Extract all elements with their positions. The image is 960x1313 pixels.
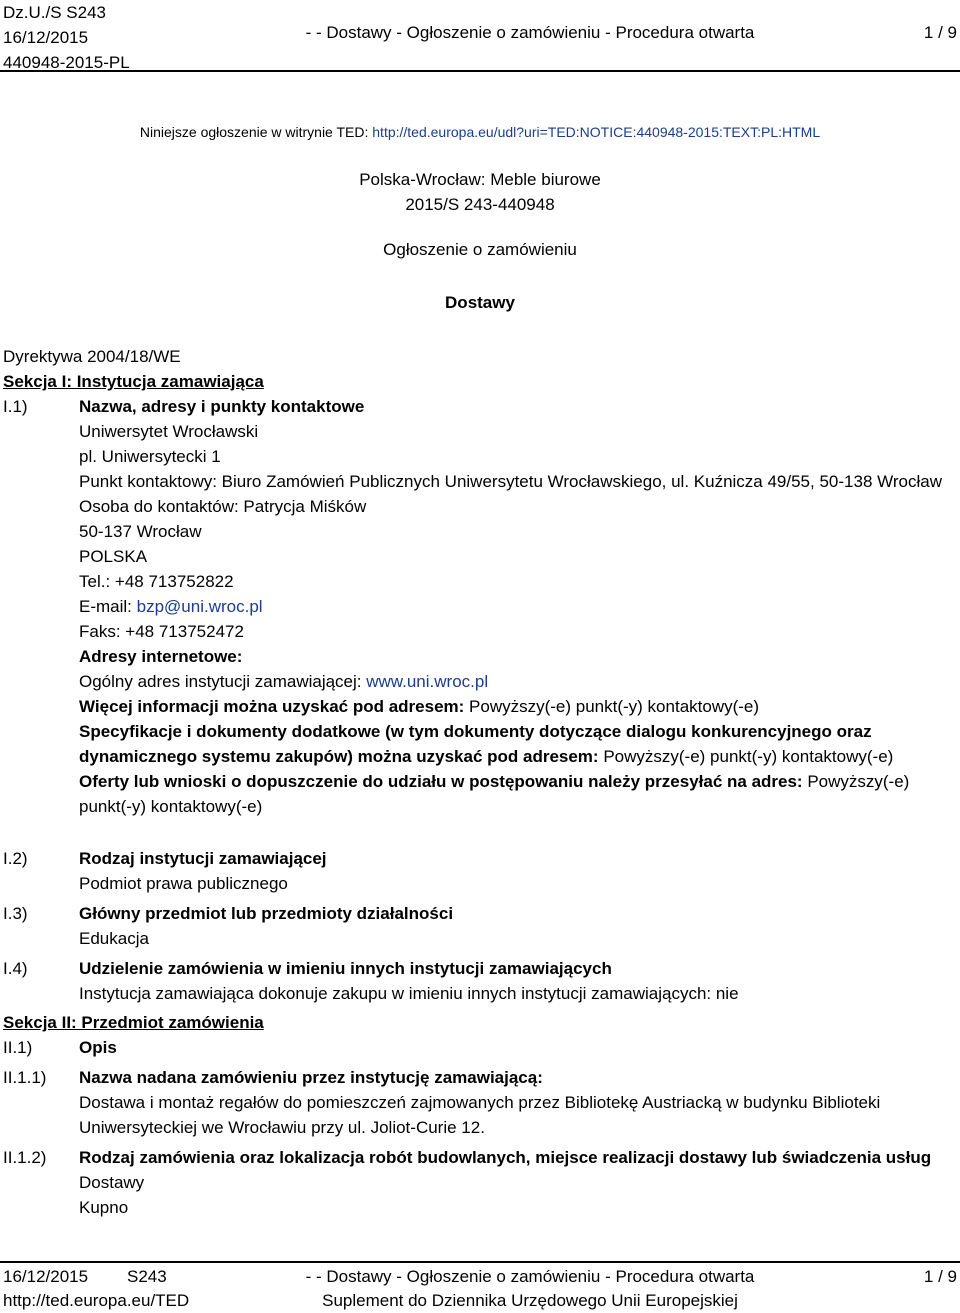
offers-label: Oferty lub wnioski o dopuszczenie do udziału w postępowaniu należy przesyłać na adres:: [79, 772, 808, 791]
footer-title: - - Dostawy - Ogłoszenie o zamówieniu - Procedura otwarta: [305, 1267, 755, 1286]
section-2-1-title: Opis: [79, 1038, 117, 1057]
section-1-2-number: I.2): [3, 849, 28, 868]
place-subject: Polska-Wrocław: Meble biurowe: [359, 170, 601, 189]
footer-supplement: Suplement do Dziennika Urzędowego Unii Europejskiej: [322, 1291, 738, 1310]
contract-type: Dostawy: [445, 293, 515, 312]
offers-line: [79, 769, 949, 819]
footer-url[interactable]: http://ted.europa.eu/TED: [3, 1291, 190, 1310]
general-address-link[interactable]: www.uni.wroc.pl: [366, 672, 489, 691]
authority-name: Uniwersytet Wrocławski: [79, 422, 259, 441]
section-2-1-2-number: II.1.2): [3, 1148, 47, 1167]
contract-name: Dostawa i montaż regałów do pomieszczeń zajmowanych przez Bibliotekę Austriacką w budynku Biblioteki Uniwersyteckiej we Wrocławiu przy ul. Joliot-Curie 12.: [79, 1093, 881, 1137]
section-1-3-number: I.3): [3, 904, 28, 923]
section-2-1-1-number: II.1.1): [3, 1068, 47, 1087]
header-date: 16/12/2015: [3, 28, 89, 47]
specs-label: Specyfikacje i dokumenty dodatkowe (w tym dokumenty dotyczące dialogu konkurencyjnego oraz dynamicznego systemu zakupów) można uzyskać pod adresem:: [79, 722, 872, 766]
section-1-4-title: Udzielenie zamówienia w imieniu innych instytucji zamawiających: [79, 959, 612, 978]
general-address-line: [79, 669, 949, 694]
general-address-label: Ogólny adres instytucji zamawiającej:: [79, 672, 367, 691]
postal-city: 50-137 Wrocław: [79, 522, 202, 541]
header-title: - - Dostawy - Ogłoszenie o zamówieniu - Procedura otwarta: [305, 23, 755, 42]
section-1-1-title: Nazwa, adresy i punkty kontaktowe: [79, 397, 365, 416]
contact-point: Punkt kontaktowy: Biuro Zamówień Publicznych Uniwersytetu Wrocławskiego, ul. Kuźnicza 49/55, 50-138 Wrocław: [79, 472, 942, 491]
telephone: Tel.: +48 713752822: [79, 572, 234, 591]
more-info-value: Powyższy(-e) punkt(-y) kontaktowy(-e): [469, 697, 760, 716]
notice-link-prefix: Niniejsze ogłoszenie w witrynie TED:: [139, 124, 373, 140]
specs-value: Powyższy(-e) punkt(-y) kontaktowy(-e): [603, 747, 894, 766]
section-1-3-body: [79, 901, 949, 951]
section-2-1-1-body: [79, 1065, 949, 1140]
specs-line: [79, 719, 949, 769]
more-info-line: [79, 694, 949, 719]
email-line: [79, 594, 949, 619]
notice-link-line: [0, 122, 960, 142]
journal-ref: Dz.U./S S243: [3, 3, 106, 22]
section-2-heading: Sekcja II: Przedmiot zamówienia: [3, 1013, 264, 1032]
contract-kind: Dostawy: [79, 1173, 145, 1192]
country: POLSKA: [79, 547, 148, 566]
email-link[interactable]: bzp@uni.wroc.pl: [136, 597, 263, 616]
fax: Faks: +48 713752472: [79, 622, 244, 641]
section-2-1-2-title: Rodzaj zamówienia oraz lokalizacja robót budowlanych, miejsce realizacji dostawy lub świadczenia usług: [79, 1148, 932, 1167]
section-1-4-value: Instytucja zamawiająca dokonuje zakupu w imieniu innych instytucji zamawiających: nie: [79, 984, 739, 1003]
section-1-3-value: Edukacja: [79, 929, 149, 948]
section-2-1-1-title: Nazwa nadana zamówieniu przez instytucję zamawiającą:: [79, 1068, 543, 1087]
authority-street: pl. Uniwersytecki 1: [79, 447, 221, 466]
document-id: 440948-2015-PL: [3, 53, 130, 72]
section-2-1-number: II.1): [3, 1038, 33, 1057]
section-1-1-number: I.1): [3, 397, 28, 416]
header-rule: [0, 70, 960, 72]
section-1-heading: Sekcja I: Instytucja zamawiająca: [3, 372, 264, 391]
footer-rule: [0, 1261, 960, 1263]
section-1-3-title: Główny przedmiot lub przedmioty działalności: [79, 904, 454, 923]
footer-page-number: 1 / 9: [923, 1267, 957, 1286]
footer-date: 16/12/2015: [3, 1267, 89, 1286]
purchase-type: Kupno: [79, 1198, 129, 1217]
section-1-2-title: Rodzaj instytucji zamawiającej: [79, 849, 327, 868]
section-1-4-body: [79, 956, 949, 1006]
notice-number: 2015/S 243-440948: [405, 195, 555, 214]
more-info-label: Więcej informacji można uzyskać pod adresem:: [79, 697, 470, 716]
section-1-1-body: [79, 394, 949, 819]
section-1-2-body: [79, 846, 949, 896]
contact-person: Osoba do kontaktów: Patrycja Miśków: [79, 497, 367, 516]
section-2-1-2-body: [79, 1145, 949, 1220]
footer-series: S243: [127, 1267, 167, 1286]
internet-addresses-heading: Adresy internetowe:: [79, 647, 243, 666]
offers-value: Powyższy(-e) punkt(-y) kontaktowy(-e): [79, 772, 910, 816]
header-page-number: 1 / 9: [923, 23, 957, 42]
notice-link[interactable]: http://ted.europa.eu/udl?uri=TED:NOTICE:440948-2015:TEXT:PL:HTML: [372, 124, 821, 140]
section-1-2-value: Podmiot prawa publicznego: [79, 874, 288, 893]
section-1-4-number: I.4): [3, 959, 28, 978]
email-label: E-mail:: [79, 597, 137, 616]
notice-type: Ogłoszenie o zamówieniu: [383, 240, 577, 259]
directive: Dyrektywa 2004/18/WE: [3, 347, 181, 366]
